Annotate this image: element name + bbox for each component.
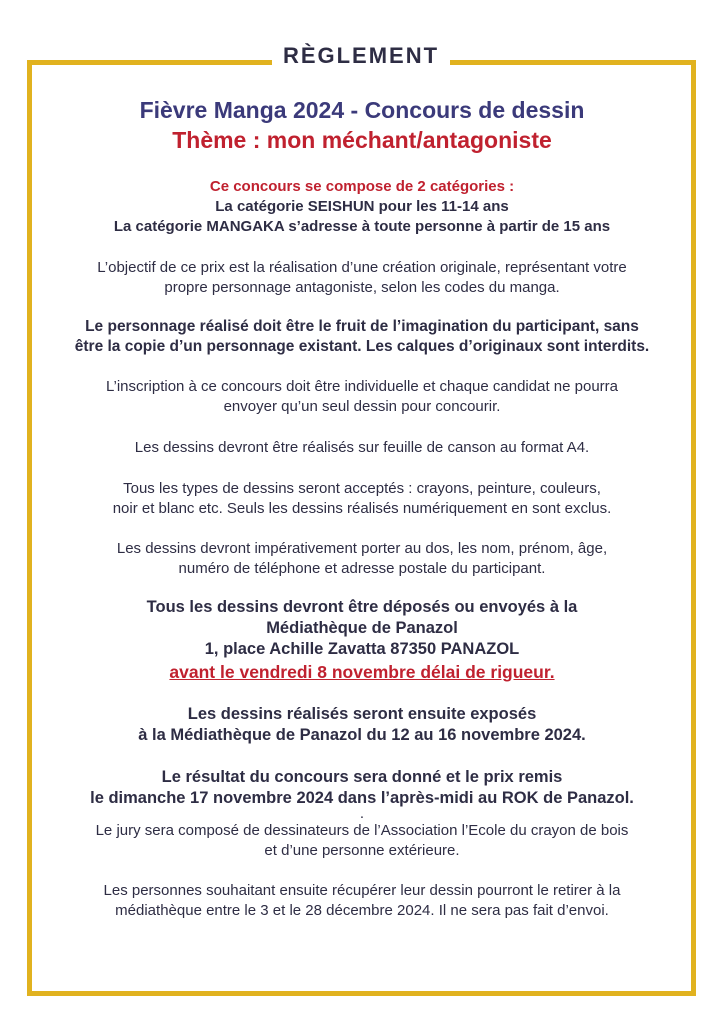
delivery-line: Tous les dessins devront être déposés ou envoyés à la [146, 598, 578, 616]
page-heading: RÈGLEMENT [272, 42, 450, 70]
types-line: Tous les types de dessins seront acceptés : crayons, peinture, couleurs, [123, 480, 601, 497]
originality-line: être la copie d’un personnage existant. Les calques d’originaux sont interdits. [74, 338, 650, 355]
retrieval-line: médiathèque entre le 3 et le 28 décembre 2024. Il ne sera pas fait d’envoi. [115, 902, 609, 919]
results-line: Le résultat du concours sera donné et le prix remis [161, 768, 563, 786]
category-seishun: La catégorie SEISHUN pour les 11-14 ans [215, 198, 509, 215]
registration-line: envoyer qu’un seul dessin pour concourir. [223, 398, 501, 415]
exhibition-paragraph [40, 704, 684, 746]
contest-theme: Thème : mon méchant/antagoniste [172, 127, 552, 153]
objective-line: L’objectif de ce prix est la réalisation d’une création originale, représentant votre [97, 259, 627, 276]
objective-line: propre personnage antagoniste, selon les codes du manga. [164, 279, 560, 296]
exhibition-line: Les dessins réalisés seront ensuite exposés [187, 705, 537, 723]
objective-paragraph [40, 258, 684, 298]
registration-paragraph [40, 377, 684, 417]
jury-paragraph [40, 821, 684, 861]
types-line: noir et blanc etc. Seuls les dessins réalisés numériquement en sont exclus. [112, 500, 612, 517]
categories-section [40, 177, 684, 237]
originality-line: Le personnage réalisé doit être le fruit de l’imagination du participant, sans [85, 318, 639, 335]
back-info-line: numéro de téléphone et adresse postale du participant. [178, 560, 546, 577]
results-line: le dimanche 17 novembre 2024 dans l’après-midi au ROK de Panazol. [90, 789, 634, 807]
results-paragraph [40, 767, 684, 809]
back-info-paragraph [40, 539, 684, 579]
jury-line: et d’une personne extérieure. [264, 842, 460, 859]
types-paragraph [40, 479, 684, 519]
format-paragraph [40, 438, 684, 458]
jury-line: Le jury sera composé de dessinateurs de l’Association l’Ecole du crayon de bois [95, 822, 629, 839]
originality-paragraph [40, 317, 684, 357]
retrieval-line: Les personnes souhaitant ensuite récupérer leur dessin pourront le retirer à la [103, 882, 621, 899]
back-info-line: Les dessins devront impérativement porter au dos, les nom, prénom, âge, [116, 540, 608, 557]
contest-title: Fièvre Manga 2024 - Concours de dessin [139, 97, 585, 123]
category-mangaka: La catégorie MANGAKA s’adresse à toute personne à partir de 15 ans [113, 218, 611, 235]
categories-intro: Ce concours se compose de 2 catégories : [209, 178, 515, 195]
separator-dot: . [359, 805, 365, 822]
delivery-address: 1, place Achille Zavatta 87350 PANAZOL [204, 640, 520, 658]
exhibition-line: à la Médiathèque de Panazol du 12 au 16 novembre 2024. [138, 726, 586, 744]
delivery-deadline: avant le vendredi 8 novembre délai de rigueur. [169, 662, 555, 682]
delivery-line: Médiathèque de Panazol [266, 619, 458, 637]
retrieval-paragraph [40, 881, 684, 921]
rules-content [40, 95, 684, 921]
format-line: Les dessins devront être réalisés sur feuille de canson au format A4. [134, 439, 590, 456]
delivery-paragraph [40, 597, 684, 684]
registration-line: L’inscription à ce concours doit être individuelle et chaque candidat ne pourra [106, 378, 618, 395]
